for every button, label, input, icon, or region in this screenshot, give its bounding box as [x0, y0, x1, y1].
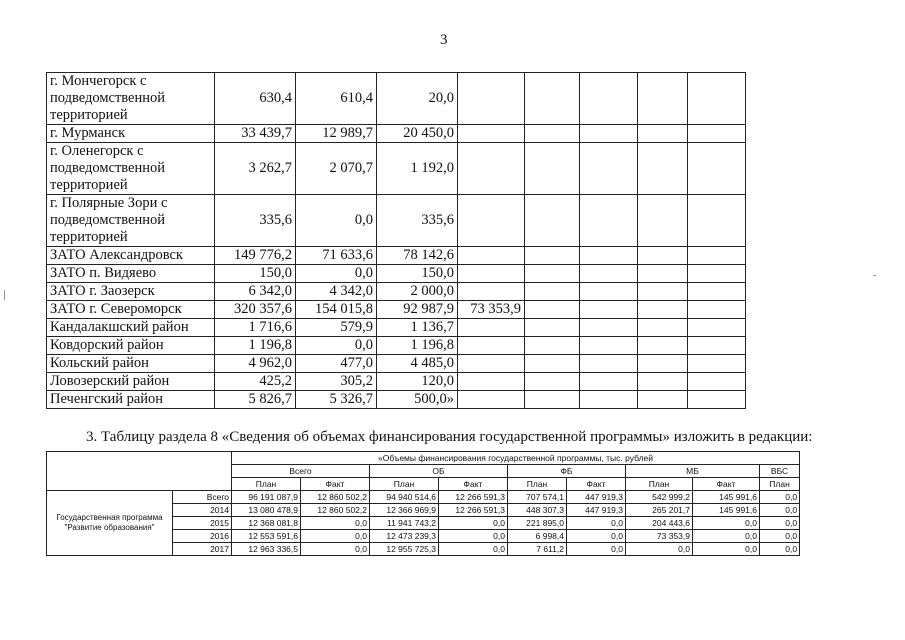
value-cell — [458, 355, 525, 373]
empty-cell — [688, 265, 746, 283]
program-funding-table — [46, 451, 800, 556]
empty-cell — [580, 195, 638, 247]
value-cell — [458, 265, 525, 283]
value-cell: 425,2 — [215, 373, 296, 391]
fact-header: Факт — [301, 478, 370, 491]
empty-cell — [638, 143, 688, 195]
municipality-name: г. Полярные Зори с подведомственной территорией — [47, 195, 215, 247]
table-row — [47, 391, 746, 409]
value-cell: 0,0 — [626, 543, 693, 556]
empty-cell — [688, 355, 746, 373]
value-cell: 150,0 — [377, 265, 458, 283]
empty-cell — [525, 283, 580, 301]
section-caption: 3. Таблицу раздела 8 «Сведения об объемах финансирования государственной программы» изложить в редакции: — [86, 429, 813, 445]
year-cell: 2015 — [173, 517, 232, 530]
table-row — [47, 283, 746, 301]
value-cell: 0,0 — [567, 530, 626, 543]
empty-cell — [525, 195, 580, 247]
empty-cell — [525, 337, 580, 355]
value-cell: 0,0 — [760, 543, 800, 556]
program-name: Государственная программа "Развитие образования" — [47, 491, 173, 556]
value-cell: 0,0 — [439, 517, 508, 530]
value-cell: 149 776,2 — [215, 247, 296, 265]
value-cell: 4 342,0 — [296, 283, 377, 301]
value-cell — [458, 373, 525, 391]
plan-header: План — [626, 478, 693, 491]
value-cell: 12 473 239,3 — [370, 530, 439, 543]
margin-mark — [4, 290, 5, 300]
group-header: ВБС — [760, 465, 800, 478]
table-row — [47, 355, 746, 373]
value-cell: 0,0 — [296, 195, 377, 247]
plan-header: План — [508, 478, 567, 491]
value-cell: 5 326,7 — [296, 391, 377, 409]
empty-cell — [638, 247, 688, 265]
table-row — [47, 265, 746, 283]
value-cell: 447 919,3 — [567, 491, 626, 504]
value-cell: 305,2 — [296, 373, 377, 391]
table-row — [47, 73, 746, 125]
value-cell: 0,0 — [693, 517, 760, 530]
plan-header: План — [370, 478, 439, 491]
empty-cell — [580, 373, 638, 391]
header-row — [47, 452, 800, 465]
empty-cell — [580, 143, 638, 195]
value-cell: 1 196,8 — [377, 337, 458, 355]
value-cell: 20,0 — [377, 73, 458, 125]
municipality-name: ЗАТО г. Заозерск — [47, 283, 215, 301]
value-cell: 2 000,0 — [377, 283, 458, 301]
empty-cell — [688, 391, 746, 409]
empty-cell — [580, 247, 638, 265]
value-cell: 265 201,7 — [626, 504, 693, 517]
value-cell: 1 716,6 — [215, 319, 296, 337]
empty-cell — [525, 391, 580, 409]
empty-cell — [688, 283, 746, 301]
year-cell: 2017 — [173, 543, 232, 556]
empty-cell — [638, 283, 688, 301]
value-cell: 0,0 — [296, 337, 377, 355]
empty-cell — [688, 195, 746, 247]
value-cell: 12 266 591,3 — [439, 491, 508, 504]
empty-cell — [525, 143, 580, 195]
group-header: ОБ — [370, 465, 508, 478]
value-cell: 1 196,8 — [215, 337, 296, 355]
table-row — [47, 247, 746, 265]
value-cell: 78 142,6 — [377, 247, 458, 265]
value-cell: 204 443,6 — [626, 517, 693, 530]
value-cell: 0,0 — [760, 517, 800, 530]
value-cell: 145 991,6 — [693, 491, 760, 504]
empty-cell — [688, 125, 746, 143]
municipality-name: Ковдорский район — [47, 337, 215, 355]
value-cell: 0,0 — [693, 543, 760, 556]
municipality-name: г. Мурманск — [47, 125, 215, 143]
year-cell: Всего — [173, 491, 232, 504]
value-cell: 12 368 081,8 — [232, 517, 301, 530]
empty-cell — [580, 301, 638, 319]
municipality-name: г. Мончегорск с подведомственной территорией — [47, 73, 215, 125]
value-cell: 320 357,6 — [215, 301, 296, 319]
value-cell: 6 342,0 — [215, 283, 296, 301]
value-cell: 120,0 — [377, 373, 458, 391]
empty-cell — [525, 265, 580, 283]
value-cell — [458, 73, 525, 125]
table-row — [47, 143, 746, 195]
plan-header: План — [760, 478, 800, 491]
value-cell — [458, 337, 525, 355]
empty-cell — [638, 301, 688, 319]
group-header: МБ — [626, 465, 760, 478]
value-cell: 73 353,9 — [626, 530, 693, 543]
empty-cell — [525, 125, 580, 143]
empty-cell — [638, 73, 688, 125]
value-cell: 542 999,2 — [626, 491, 693, 504]
fact-header: Факт — [693, 478, 760, 491]
table-row — [47, 337, 746, 355]
empty-cell — [525, 247, 580, 265]
value-cell: 145 991,6 — [693, 504, 760, 517]
empty-cell — [638, 355, 688, 373]
value-cell: 0,0 — [760, 491, 800, 504]
value-cell: 1 136,7 — [377, 319, 458, 337]
table-row — [47, 195, 746, 247]
empty-cell — [525, 301, 580, 319]
value-cell: 335,6 — [215, 195, 296, 247]
value-cell: 0,0 — [760, 504, 800, 517]
value-cell: 33 439,7 — [215, 125, 296, 143]
empty-cell — [580, 337, 638, 355]
value-cell: 0,0 — [760, 530, 800, 543]
value-cell: 154 015,8 — [296, 301, 377, 319]
value-cell: 0,0 — [693, 530, 760, 543]
value-cell: 0,0 — [439, 530, 508, 543]
value-cell: 0,0 — [301, 517, 370, 530]
value-cell: 5 826,7 — [215, 391, 296, 409]
value-cell — [458, 319, 525, 337]
value-cell: 92 987,9 — [377, 301, 458, 319]
value-cell: 579,9 — [296, 319, 377, 337]
empty-cell — [688, 73, 746, 125]
empty-cell — [580, 125, 638, 143]
value-cell: 4 485,0 — [377, 355, 458, 373]
empty-cell — [580, 283, 638, 301]
value-cell — [458, 125, 525, 143]
empty-cell — [688, 373, 746, 391]
value-cell: 4 962,0 — [215, 355, 296, 373]
value-cell: 150,0 — [215, 265, 296, 283]
empty-cell — [688, 319, 746, 337]
empty-cell — [580, 73, 638, 125]
municipality-name: ЗАТО г. Североморск — [47, 301, 215, 319]
value-cell: 500,0» — [377, 391, 458, 409]
empty-cell — [638, 195, 688, 247]
table-row — [47, 491, 800, 504]
value-cell: 0,0 — [301, 530, 370, 543]
value-cell: 20 450,0 — [377, 125, 458, 143]
empty-cell — [580, 319, 638, 337]
fact-header: Факт — [567, 478, 626, 491]
value-cell: 12 553 591,6 — [232, 530, 301, 543]
value-cell: 11 941 743,2 — [370, 517, 439, 530]
empty-cell — [638, 265, 688, 283]
value-cell: 13 080 478,9 — [232, 504, 301, 517]
value-cell: 448 307,3 — [508, 504, 567, 517]
value-cell: 12 963 336,5 — [232, 543, 301, 556]
value-cell — [458, 195, 525, 247]
group-header: Всего — [232, 465, 370, 478]
group-header: ФБ — [508, 465, 626, 478]
value-cell: 7 611,2 — [508, 543, 567, 556]
value-cell: 12 955 725,3 — [370, 543, 439, 556]
value-cell: 0,0 — [296, 265, 377, 283]
value-cell: 0,0 — [567, 517, 626, 530]
empty-cell — [525, 73, 580, 125]
table-row — [47, 373, 746, 391]
value-cell: 1 192,0 — [377, 143, 458, 195]
value-cell: 447 919,3 — [567, 504, 626, 517]
fact-header: Факт — [439, 478, 508, 491]
plan-header: План — [232, 478, 301, 491]
page-number: 3 — [440, 32, 448, 48]
municipality-name: Печенгский район — [47, 391, 215, 409]
table-row — [47, 301, 746, 319]
municipality-name: г. Оленегорск с подведомственной территорией — [47, 143, 215, 195]
empty-cell — [525, 373, 580, 391]
empty-cell — [525, 319, 580, 337]
empty-cell — [580, 355, 638, 373]
header-main: «Объемы финансирования государственной программы, тыс. рублей — [232, 452, 800, 465]
empty-cell — [638, 373, 688, 391]
empty-cell — [688, 143, 746, 195]
value-cell: 3 262,7 — [215, 143, 296, 195]
value-cell: 0,0 — [301, 543, 370, 556]
value-cell: 221 895,0 — [508, 517, 567, 530]
value-cell: 335,6 — [377, 195, 458, 247]
value-cell: 12 860 502,2 — [301, 504, 370, 517]
table-row — [47, 319, 746, 337]
value-cell: 477,0 — [296, 355, 377, 373]
value-cell: 96 191 087,9 — [232, 491, 301, 504]
value-cell: 707 574,1 — [508, 491, 567, 504]
empty-cell — [580, 391, 638, 409]
value-cell: 12 989,7 — [296, 125, 377, 143]
value-cell: 0,0 — [439, 543, 508, 556]
empty-cell — [47, 452, 232, 491]
value-cell: 12 860 502,2 — [301, 491, 370, 504]
value-cell — [458, 391, 525, 409]
municipality-name: Ловозерский район — [47, 373, 215, 391]
empty-cell — [688, 337, 746, 355]
municipality-name: Кандалакшский район — [47, 319, 215, 337]
empty-cell — [638, 319, 688, 337]
value-cell — [458, 283, 525, 301]
value-cell: 630,4 — [215, 73, 296, 125]
municipal-funding-table — [46, 72, 746, 409]
municipality-name: Кольский район — [47, 355, 215, 373]
value-cell — [458, 143, 525, 195]
empty-cell — [638, 391, 688, 409]
value-cell: 12 266 591,3 — [439, 504, 508, 517]
value-cell: 94 940 514,6 — [370, 491, 439, 504]
municipality-name: ЗАТО Александровск — [47, 247, 215, 265]
municipality-name: ЗАТО п. Видяево — [47, 265, 215, 283]
value-cell — [458, 247, 525, 265]
table-row — [47, 125, 746, 143]
value-cell: 2 070,7 — [296, 143, 377, 195]
empty-cell — [688, 247, 746, 265]
value-cell: 71 633,6 — [296, 247, 377, 265]
empty-cell — [525, 355, 580, 373]
value-cell: 610,4 — [296, 73, 377, 125]
empty-cell — [638, 337, 688, 355]
empty-cell — [688, 301, 746, 319]
margin-dot — [873, 275, 876, 276]
value-cell: 0,0 — [567, 543, 626, 556]
value-cell: 12 366 969,9 — [370, 504, 439, 517]
value-cell: 6 998,4 — [508, 530, 567, 543]
empty-cell — [638, 125, 688, 143]
year-cell: 2014 — [173, 504, 232, 517]
empty-cell — [580, 265, 638, 283]
year-cell: 2016 — [173, 530, 232, 543]
value-cell: 73 353,9 — [458, 301, 525, 319]
